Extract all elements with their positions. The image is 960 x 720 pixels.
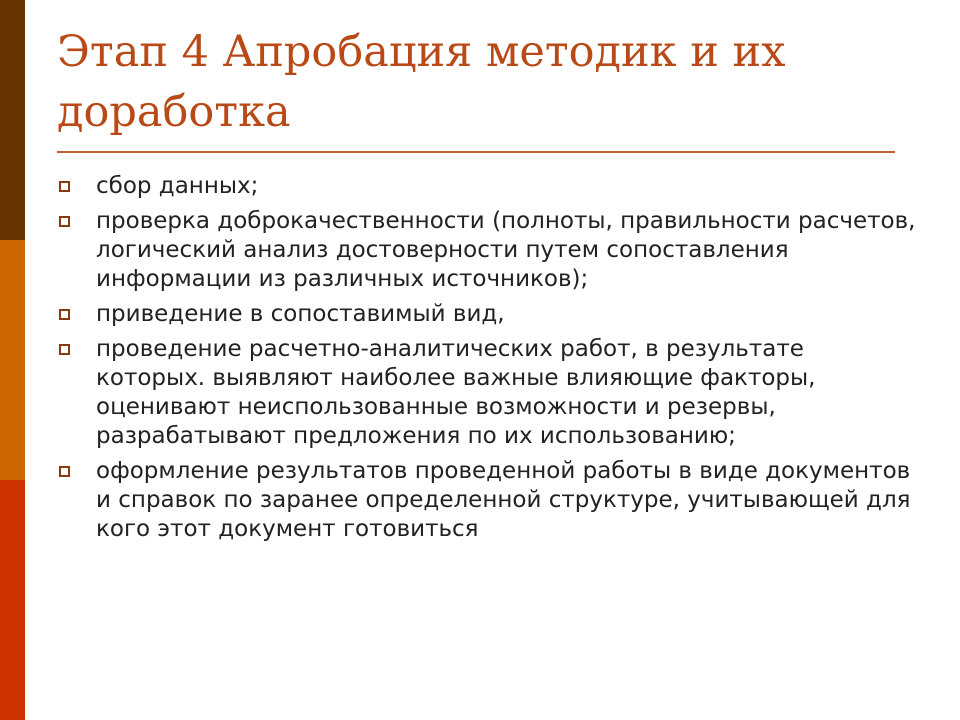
list-item	[58, 172, 918, 201]
hollow-square-icon	[59, 181, 70, 192]
bullet-list	[58, 172, 918, 550]
list-item	[58, 300, 918, 329]
list-item	[58, 457, 918, 544]
hollow-square-icon	[59, 309, 70, 320]
slide-title: Этап 4 Апробация методик и их доработка	[57, 27, 786, 137]
list-item	[58, 335, 918, 451]
list-item-text: проверка доброкачественности (полноты, правильности расчетов, логический анализ достоверности путем сопоставления информации из различных источников);	[96, 208, 916, 292]
hollow-square-icon	[59, 344, 70, 355]
side-band-top	[0, 0, 25, 240]
list-item-text: оформление результатов проведенной работы в виде документов и справок по заранее определенной структуре, учитывающей для кого этот документ готовиться	[96, 458, 911, 542]
title-divider	[57, 151, 895, 153]
hollow-square-icon	[59, 466, 70, 477]
list-item-text: приведение в сопоставимый вид,	[96, 301, 505, 327]
list-item	[58, 207, 918, 294]
list-item-text: сбор данных;	[96, 173, 259, 199]
hollow-square-icon	[59, 216, 70, 227]
side-band-middle	[0, 240, 25, 480]
side-band-bottom	[0, 480, 25, 720]
list-item-text: проведение расчетно-аналитических работ, в результате которых. выявляют наиболее важные влияющие факторы, оценивают неиспользованные возможности и резервы, разрабатывают предложения по их использованию;	[96, 336, 816, 449]
